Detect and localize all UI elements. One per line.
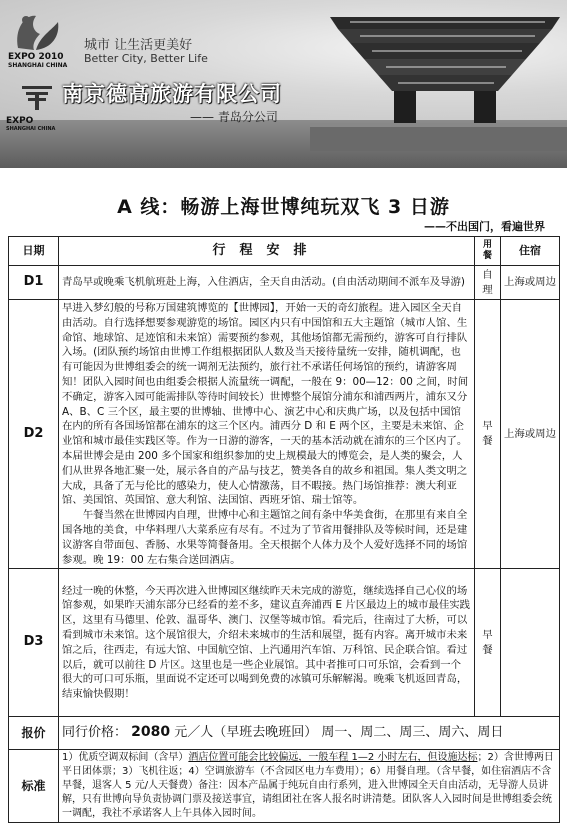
meal-cell: 早餐 bbox=[475, 569, 501, 717]
price-row bbox=[9, 717, 560, 750]
expo-small-logo bbox=[6, 116, 55, 132]
standard-label: 标准 bbox=[9, 750, 59, 823]
expo-small-label: EXPO bbox=[6, 116, 34, 126]
day-description bbox=[59, 300, 475, 569]
stay-cell: 上海或周边 bbox=[501, 266, 560, 300]
price-value: 2080 bbox=[131, 724, 171, 741]
day-description-part1: 早进入梦幻般的号称万国建筑博览的【世博园】，开始一天的奇幻旅程。进入园区全天自由活动。自行选择想要参观游览的场馆。园区内只有中国馆和五大主题馆（城市人馆、生命馆、地球馆、足迹馆和未来馆）需要预约参观，其他场馆都无需预约，游客可自行排队入场。(团队预约场馆由世博工作组根据团队人数及当天接待量统一安排，随机调配，也有可能因为世博组委会的统一调剂无法预约，旅行社不承诺任何场馆的预约，请游客周知！团队入园时间也由组委会根据人流量统一调配，一般在 9：00—12：00 之间，时间不确定，游客入园可能需排队等待时间较长）世博整个展馆分浦东和浦西两片，浦东又分 A、B、C 三个区，最主要的世博轴、世博中心、演艺中心和庆典广场，以及包括中国馆在内的所有各国场馆都在浦东的这三个区内。浦西分 D 和 E 两个区，主要是未来馆、企业馆和城市最佳实践区等。作为一日游的游客，一天的基本活动就在浦东的三个区内了。本届世博会是由 200 多个国家和组织参加的史上规模最大的博览会，是人类的聚会，人们从世界各地汇聚一处，展示各自的产品与技艺，赞美各自的故乡和祖国。集人类文明之大成，具备了无与伦比的感染力，使人心情激荡，目不暇接。热门场馆推荐：澳大利亚馆、美国馆、英国馆、意大利馆、法国馆、西班牙馆、瑞士馆等。 bbox=[62, 302, 469, 507]
china-pavilion-image bbox=[290, 5, 567, 165]
company-name: 南京德高旅游有限公司 bbox=[62, 82, 282, 106]
page-subtitle: ——不出国门，看遍世界 bbox=[424, 220, 545, 233]
day-label: D2 bbox=[9, 300, 59, 569]
price-suffix: 元／人（早班去晚班回） 周一、周二、周三、周六、周日 bbox=[174, 725, 504, 741]
header-banner bbox=[0, 0, 567, 168]
day-label: D3 bbox=[9, 569, 59, 717]
stay-cell bbox=[501, 569, 560, 717]
standard-part1: 1）优质空调双标间（含早） bbox=[62, 752, 189, 764]
day-description: 青岛早或晚乘飞机航班赴上海，入住酒店，全天自由活动。(自由活动期间不派车及导游) bbox=[59, 266, 475, 300]
header-stay: 住宿 bbox=[501, 237, 560, 266]
expo-small-sub-label: SHANGHAI CHINA bbox=[6, 126, 56, 132]
stay-cell: 上海或周边 bbox=[501, 300, 560, 569]
header-day: 日期 bbox=[9, 237, 59, 266]
price-prefix: 同行价格： bbox=[62, 725, 128, 741]
standard-row bbox=[9, 750, 560, 823]
meal-cell: 自理 bbox=[475, 266, 501, 300]
page-title: A 线：畅游上海世博纯玩双飞 3 日游 bbox=[117, 196, 450, 218]
expo-logo-text bbox=[8, 52, 67, 69]
day-label: D1 bbox=[9, 266, 59, 300]
company-logo-icon bbox=[20, 82, 54, 112]
price-text bbox=[59, 717, 560, 750]
table-row bbox=[9, 300, 560, 569]
itinerary-table bbox=[8, 236, 560, 823]
standard-text bbox=[59, 750, 560, 823]
slogan-chinese: 城市 让生活更美好 bbox=[84, 38, 193, 53]
slogan-english: Better City, Better Life bbox=[84, 52, 208, 65]
day-description: 经过一晚的休整，今天再次进入世博园区继续昨天未完成的游览，继续选择自己心仪的场馆参观，如果昨天浦东部分已经看的差不多，建议直奔浦西 E 片区最边上的城市最佳实践区，这里有马德里、伦敦、温哥华、澳门、汉堡等城市馆。看完后，往南过了大桥，可以看到城市未来馆。这个展馆很大，介绍未来城市的生活和展望，挺有内容。离开城市未来馆之后，往西走，有远大馆、中国航空馆、上汽通用汽车馆、万科馆、民企联合馆。看过以后，就可以前往 D 片区。这里也是一些企业展馆。其中者推可口可乐馆，会看到一个很大的可口可乐瓶，里面说不定还可以喝到免费的冰镇可乐解解渴。晚乘飞机返回青岛，结束愉快假期！ bbox=[59, 569, 475, 717]
meal-cell: 早餐 bbox=[475, 300, 501, 569]
header-meal: 用餐 bbox=[475, 237, 501, 266]
standard-part2: ；2）含世博两日平日团体票；3）飞机往返；4）空调旅游车（不含园区电力车费用）；6）用餐自理。（含早餐，如住宿酒店不含早餐，退客人 5 元/人天餐费）备注：因本产品属于纯玩自由行系列，进入世博园全天自由活动，无导游人员讲解，只有世博向导负责协调门票及接送事宜，请组团社在客人报名时讲清楚。团队客人入园时间是世博组委会统一调配，我社不承诺客人上午具体入园时间。 bbox=[62, 752, 554, 820]
day-description-part2: 午餐当然在世博园内自理，世博中心和主题馆之间有条中华美食街，在那里有来自全国各地的美食，中华料理八大菜系应有尽有。不过为了节省用餐排队及等候时间，还是建议游客自带面包、香肠、水果等简餐备用。全天根据个人体力及个人爱好选择不同的场馆参观。晚 19：00 左右集合送回酒店。 bbox=[62, 509, 468, 566]
branch-name: —— 青岛分公司 bbox=[190, 110, 278, 124]
header-itinerary: 行程安排 bbox=[59, 237, 475, 266]
expo-sub-label: SHANGHAI CHINA bbox=[8, 62, 68, 69]
expo-label: EXPO 2010 bbox=[8, 52, 64, 62]
table-row bbox=[9, 266, 560, 300]
price-label: 报价 bbox=[9, 717, 59, 750]
table-header-row bbox=[9, 237, 560, 266]
table-row bbox=[9, 569, 560, 717]
standard-underlined: 酒店位置可能会比较偏远，一般车程 1—2 小时左右，但设施达标 bbox=[188, 752, 478, 764]
